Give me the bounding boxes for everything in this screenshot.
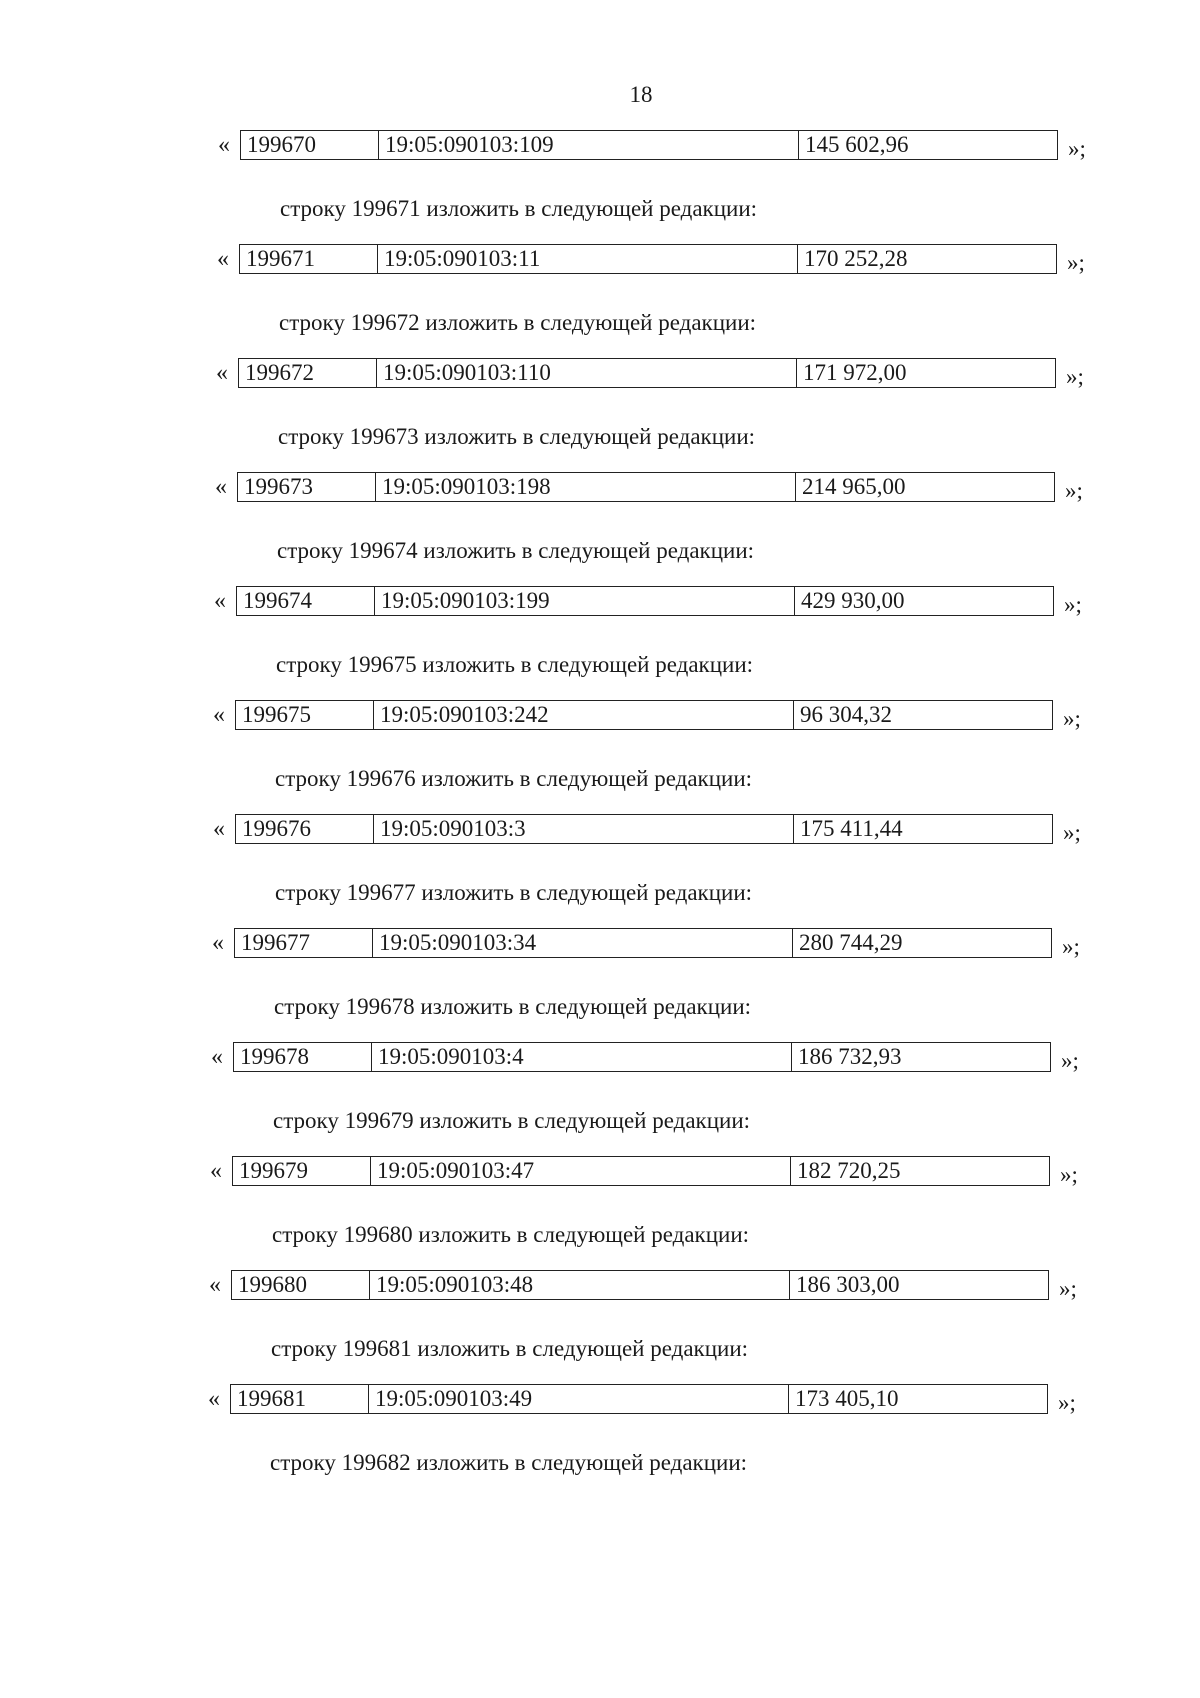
- table-row: [208, 1384, 1088, 1418]
- value-cell: 173 405,10: [795, 1386, 899, 1411]
- row-table: [234, 928, 1052, 958]
- table-row: [213, 700, 1093, 734]
- table-row-block: [0, 472, 1200, 586]
- row-table: [235, 700, 1053, 730]
- table-row-block: [0, 1042, 1200, 1156]
- table-row: [214, 586, 1094, 620]
- row-number-cell: 199678: [234, 1043, 372, 1071]
- row-number-cell: 199670: [241, 131, 379, 159]
- cadastral-number-cell: 19:05:090103:199: [375, 587, 795, 615]
- closing-quote: »;: [1062, 934, 1080, 959]
- row-number-cell: 199679: [233, 1157, 371, 1185]
- closing-quote: »;: [1064, 592, 1082, 617]
- cadastral-number-cell: 19:05:090103:110: [377, 359, 797, 387]
- edit-instruction-text: строку 199678 изложить в следующей редакции:: [274, 994, 752, 1019]
- row-number-cell: 199677: [235, 929, 373, 957]
- value-cell: 145 602,96: [805, 132, 909, 157]
- page-number: 18: [629, 82, 653, 107]
- closing-quote: »;: [1059, 1276, 1077, 1301]
- value-cell: 186 732,93: [798, 1044, 902, 1069]
- opening-quote: «: [213, 816, 225, 842]
- table-row-block: [0, 586, 1200, 700]
- cadastral-number-cell: 19:05:090103:49: [369, 1385, 789, 1413]
- value-cell: 96 304,32: [800, 702, 892, 727]
- cadastral-number-cell: 19:05:090103:109: [379, 131, 799, 159]
- edit-instruction-text: строку 199671 изложить в следующей редакции:: [280, 196, 758, 221]
- table-row: [216, 358, 1096, 392]
- cadastral-number-cell: 19:05:090103:3: [374, 815, 794, 843]
- closing-quote: »;: [1058, 1390, 1076, 1415]
- row-table: [239, 244, 1057, 274]
- table-row-block: [0, 1156, 1200, 1270]
- row-number-cell: 199680: [232, 1271, 370, 1299]
- opening-quote: «: [212, 930, 224, 956]
- row-table: [231, 1270, 1049, 1300]
- row-table: [235, 814, 1053, 844]
- opening-quote: «: [218, 132, 230, 158]
- row-number-cell: 199674: [237, 587, 375, 615]
- table-row-block: [0, 1384, 1200, 1498]
- opening-quote: «: [216, 360, 228, 386]
- table-row: [218, 130, 1098, 164]
- table-row: [213, 814, 1093, 848]
- table-row-block: [0, 814, 1200, 928]
- edit-instruction-text: строку 199675 изложить в следующей редакции:: [276, 652, 754, 677]
- closing-quote: »;: [1065, 478, 1083, 503]
- table-row-block: [0, 700, 1200, 814]
- value-cell: 175 411,44: [800, 816, 903, 841]
- row-number-cell: 199673: [238, 473, 376, 501]
- edit-instruction-text: строку 199672 изложить в следующей редакции:: [279, 310, 757, 335]
- cadastral-number-cell: 19:05:090103:47: [371, 1157, 791, 1185]
- opening-quote: «: [217, 246, 229, 272]
- edit-instruction-text: строку 199680 изложить в следующей редакции:: [272, 1222, 750, 1247]
- edit-instruction-text: строку 199677 изложить в следующей редакции:: [275, 880, 753, 905]
- table-row: [212, 928, 1092, 962]
- table-row-block: [0, 1270, 1200, 1384]
- table-row: [210, 1156, 1090, 1190]
- value-cell: 170 252,28: [804, 246, 908, 271]
- row-table: [240, 130, 1058, 160]
- row-table: [230, 1384, 1048, 1414]
- table-row: [217, 244, 1097, 278]
- cadastral-number-cell: 19:05:090103:34: [373, 929, 793, 957]
- row-number-cell: 199671: [240, 245, 378, 273]
- closing-quote: »;: [1067, 250, 1085, 275]
- cadastral-number-cell: 19:05:090103:11: [378, 245, 798, 273]
- opening-quote: «: [208, 1386, 220, 1412]
- closing-quote: »;: [1060, 1162, 1078, 1187]
- value-cell: 214 965,00: [802, 474, 906, 499]
- value-cell: 182 720,25: [797, 1158, 901, 1183]
- edit-instruction-text: строку 199679 изложить в следующей редакции:: [273, 1108, 751, 1133]
- value-cell: 186 303,00: [796, 1272, 900, 1297]
- table-row: [215, 472, 1095, 506]
- edit-instruction-text: строку 199673 изложить в следующей редакции:: [278, 424, 756, 449]
- row-table: [238, 358, 1056, 388]
- table-row-block: [0, 928, 1200, 1042]
- edit-instruction-text: строку 199681 изложить в следующей редакции:: [271, 1336, 749, 1361]
- value-cell: 280 744,29: [799, 930, 903, 955]
- closing-quote: »;: [1063, 820, 1081, 845]
- row-table: [233, 1042, 1051, 1072]
- opening-quote: «: [214, 588, 226, 614]
- table-row-block: [0, 244, 1200, 358]
- opening-quote: «: [215, 474, 227, 500]
- cadastral-number-cell: 19:05:090103:4: [372, 1043, 792, 1071]
- opening-quote: «: [209, 1272, 221, 1298]
- table-row: [211, 1042, 1091, 1076]
- cadastral-number-cell: 19:05:090103:48: [370, 1271, 790, 1299]
- opening-quote: «: [210, 1158, 222, 1184]
- row-table: [236, 586, 1054, 616]
- opening-quote: «: [213, 702, 225, 728]
- table-row-block: [0, 358, 1200, 472]
- cadastral-number-cell: 19:05:090103:242: [374, 701, 794, 729]
- row-number-cell: 199675: [236, 701, 374, 729]
- opening-quote: «: [211, 1044, 223, 1070]
- row-table: [232, 1156, 1050, 1186]
- row-number-cell: 199672: [239, 359, 377, 387]
- table-row-block: [0, 130, 1200, 244]
- closing-quote: »;: [1061, 1048, 1079, 1073]
- row-table: [237, 472, 1055, 502]
- cadastral-number-cell: 19:05:090103:198: [376, 473, 796, 501]
- value-cell: 171 972,00: [803, 360, 907, 385]
- table-row: [209, 1270, 1089, 1304]
- closing-quote: »;: [1063, 706, 1081, 731]
- row-number-cell: 199681: [231, 1385, 369, 1413]
- value-cell: 429 930,00: [801, 588, 905, 613]
- edit-instruction-text: строку 199682 изложить в следующей редакции:: [270, 1450, 748, 1475]
- edit-instruction-text: строку 199676 изложить в следующей редакции:: [275, 766, 753, 791]
- edit-instruction-text: строку 199674 изложить в следующей редакции:: [277, 538, 755, 563]
- closing-quote: »;: [1066, 364, 1084, 389]
- closing-quote: »;: [1068, 136, 1086, 161]
- row-number-cell: 199676: [236, 815, 374, 843]
